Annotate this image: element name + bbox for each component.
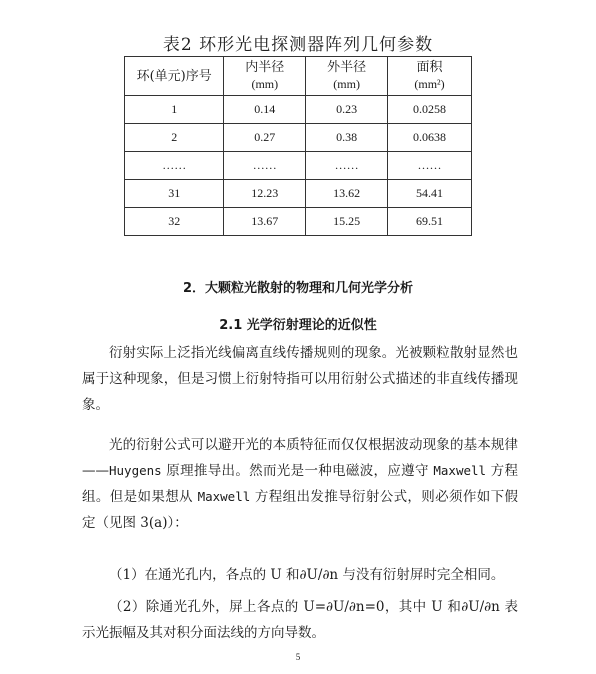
table-cell: …… bbox=[388, 152, 472, 180]
table-cell: 2 bbox=[125, 124, 224, 152]
table-cell: 0.0638 bbox=[388, 124, 472, 152]
table-cell: 15.25 bbox=[306, 208, 388, 236]
table-cell: 12.23 bbox=[224, 180, 306, 208]
table-cell: 0.27 bbox=[224, 124, 306, 152]
paragraph-assumption-1: （1）在通光孔内，各点的 U 和∂U/∂n 与没有衍射屏时完全相同。 bbox=[109, 567, 505, 583]
table-cell: 13.67 bbox=[224, 208, 306, 236]
table-cell: 0.23 bbox=[306, 96, 388, 124]
header-outer-radius: 外半径 (mm) bbox=[306, 57, 388, 96]
table-row bbox=[125, 96, 472, 124]
table-cell: 13.62 bbox=[306, 180, 388, 208]
table-row bbox=[125, 124, 472, 152]
table-cell: 0.14 bbox=[224, 96, 306, 124]
subsection-heading: 2.1 光学衍射理论的近似性 bbox=[219, 318, 377, 333]
header-area: 面积 (mm²) bbox=[388, 57, 472, 96]
paragraph-diffraction-definition: 衍射实际上泛指光线偏离直线传播规则的现象。光被颗粒散射显然也属于这种现象，但是习惯上衍射特指可以用衍射公式描述的非直线传播现象。 bbox=[82, 345, 518, 413]
table-header-row bbox=[125, 57, 472, 96]
table-cell: 69.51 bbox=[388, 208, 472, 236]
table-cell: 1 bbox=[125, 96, 224, 124]
table-cell: …… bbox=[306, 152, 388, 180]
page-number: 5 bbox=[295, 652, 301, 662]
table-cell: …… bbox=[224, 152, 306, 180]
table-cell: …… bbox=[125, 152, 224, 180]
table-cell: 32 bbox=[125, 208, 224, 236]
table-cell: 31 bbox=[125, 180, 224, 208]
header-inner-radius: 内半径 (mm) bbox=[224, 57, 306, 96]
detector-geometry-table bbox=[124, 56, 472, 236]
table-caption: 表2 环形光电探测器阵列几何参数 bbox=[162, 35, 434, 55]
table-cell: 0.0258 bbox=[388, 96, 472, 124]
table-cell: 54.41 bbox=[388, 180, 472, 208]
header-ring-index: 环(单元)序号 bbox=[125, 57, 224, 96]
paragraph-huygens-maxwell: 光的衍射公式可以避开光的本质特征而仅仅根据波动现象的基本规律——Huygens 原理推导出。然而光是一种电磁波，应遵守 Maxwell 方程组。但是如果想从 Maxwell 方程组出发推导衍射公式，则必须作如下假定（见图 3(a)）： bbox=[82, 437, 518, 531]
paragraph-assumption-2: （2）除通光孔外，屏上各点的 U=∂U/∂n=0，其中 U 和∂U/∂n 表示光振幅及其对积分面法线的方向导数。 bbox=[82, 599, 518, 641]
table-row bbox=[125, 152, 472, 180]
table-cell: 0.38 bbox=[306, 124, 388, 152]
section-heading: 2．大颗粒光散射的物理和几何光学分析 bbox=[182, 281, 414, 296]
table-row bbox=[125, 208, 472, 236]
table-row bbox=[125, 180, 472, 208]
